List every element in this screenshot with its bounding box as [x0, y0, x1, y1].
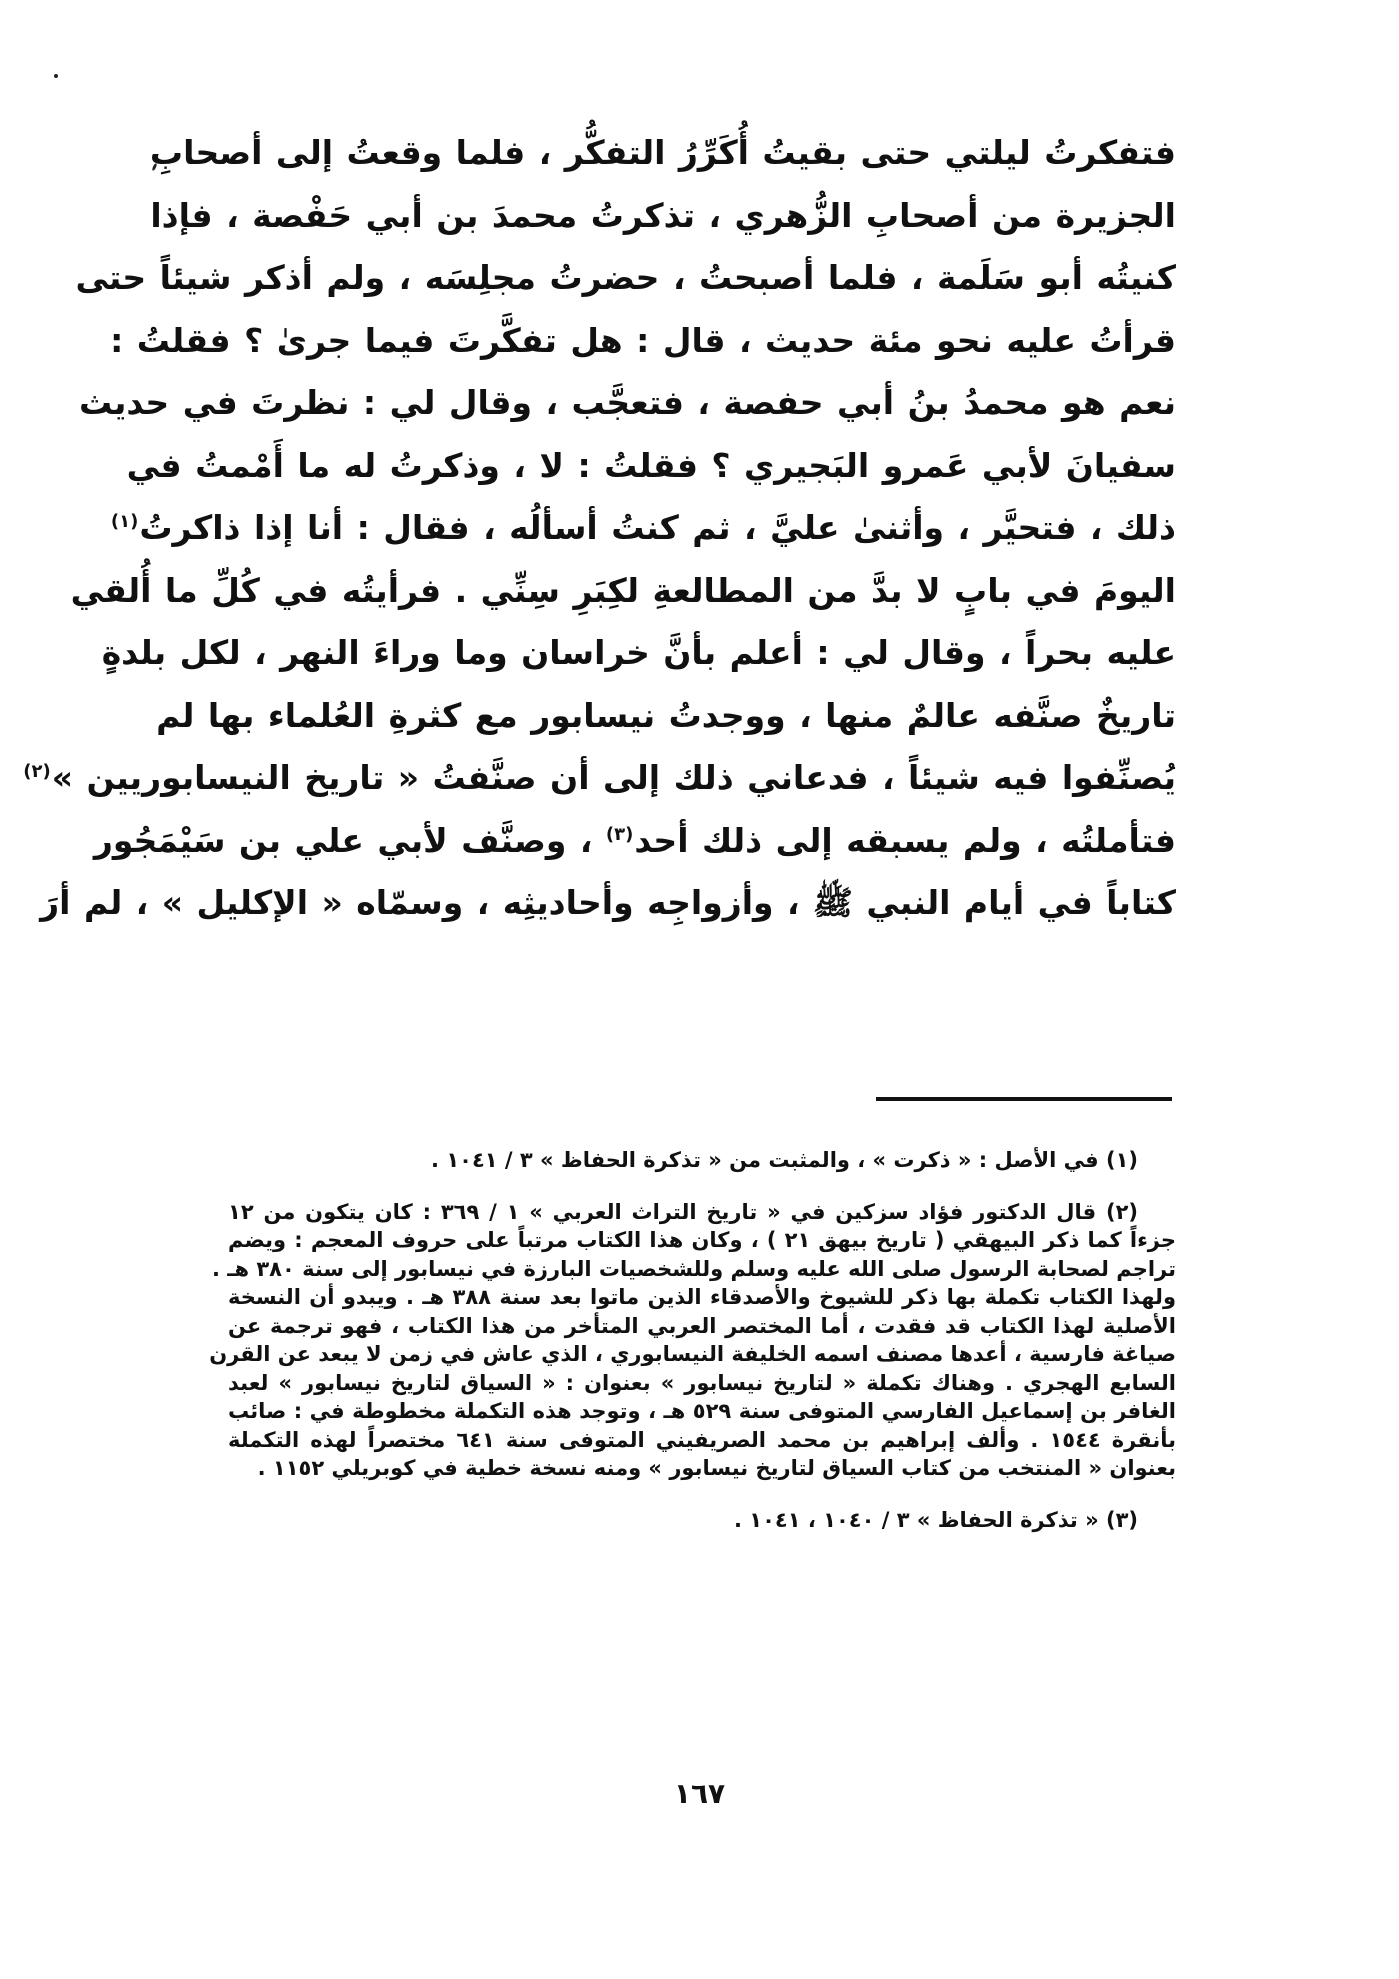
footnote-2 — [209, 1198, 1177, 1483]
footnote-line: بعنوان « المنتخب من كتاب السياق لتاريخ نيسابور » ومنه نسخة خطية في كوبريلي ١١٥٢ . — [257, 1456, 1176, 1480]
main-text-line: فتفكرتُ ليلتي حتى بقيتُ أُكَرِّرُ التفكُّر ، فلما وقعتُ إلى أصحابِ — [149, 133, 1176, 172]
main-text-segment: ، وصنَّف لأبي علي بن سَيْمَجُور — [93, 820, 606, 860]
main-text-line: تاريخٌ صنَّفه عالمٌ منها ، ووجدتُ نيسابور مع كثرةِ العُلماء بها لم — [156, 695, 1176, 735]
footnote-line: السابع الهجري . وهناك تكملة « لتاريخ نيسابور » بعنوان : « السياق لتاريخ نيسابور » لعبد — [228, 1370, 1176, 1395]
footnote-line: جزءاً كما ذكر البيهقي ( تاريخ بيهق ٢١ ) ، وكان هذا الكتاب مرتباً على حروف المعجم : ويضم — [228, 1228, 1177, 1252]
main-text-line — [93, 810, 1176, 873]
footnote-line: الأصلية لهذا الكتاب قد فقدت ، أما المختصر العربي المتأخر من هذا الكتاب ، فهو ترجمة عن — [228, 1313, 1176, 1338]
footnote-reference-3[interactable]: (٣) — [605, 823, 634, 845]
main-text-line — [23, 747, 1176, 810]
footnote-line: (٣) « تذكرة الحفاظ » ٣ / ١٠٤٠ ، ١٠٤١ . — [733, 1507, 1138, 1532]
page-number: ١٦٧ — [673, 1777, 726, 1810]
main-text-line: اليومَ في بابٍ لا بدَّ من المطالعةِ لكِبَرِ سِنِّي . فرأيتُه في كُلِّ ما أُلقي — [70, 570, 1176, 610]
footnote-line: الغافر بن إسماعيل الفارسي المتوفى سنة ٥٢٩ هـ ، وتوجد هذه التكملة مخطوطة في : صائب — [228, 1399, 1176, 1423]
main-text-line: الجزيرة من أصحابِ الزُّهري ، تذكرتُ محمدَ بن أبي حَفْصة ، فإذا — [150, 195, 1176, 235]
footnote-line: ولهذا الكتاب تكملة بها ذكر للشيوخ والأصدقاء الذين ماتوا بعد سنة ٣٨٨ هـ . ويبدو أن النسخة — [228, 1285, 1176, 1309]
main-text-line: عليه بحراً ، وقال لي : أعلم بأنَّ خراسان وما وراءَ النهر ، لكل بلدةٍ — [101, 633, 1176, 672]
main-text-line: قرأتُ عليه نحو مئة حديث ، قال : هل تفكَّرتَ فيما جرىٰ ؟ فقلتُ : — [110, 320, 1176, 360]
main-text-line: كتاباً في أيام النبي ﷺ ، وأزواجِه وأحاديثِه ، وسمّاه « الإكليل » ، لم أرَ — [40, 883, 1176, 922]
main-text-line: كنيتُه أبو سَلَمة ، فلما أصبحتُ ، حضرتُ مجلِسَه ، ولم أذكر شيئاً حتى — [75, 258, 1176, 297]
main-text-line — [110, 497, 1176, 560]
footnote-line: صياغة فارسية ، أعدها مصنف اسمه الخليفة النيسابوري ، الذي عاش في زمن لا يبعد عن القرن — [209, 1342, 1176, 1366]
main-text-line: نعم هو محمدُ بنُ أبي حفصة ، فتعجَّب ، وقال لي : نظرتَ في حديث — [79, 383, 1176, 422]
footnote-line: (٢) قال الدكتور فؤاد سزكين في « تاريخ التراث العربي » ١ / ٣٦٩ : كان يتكون من ١٢ — [228, 1199, 1138, 1224]
footnote-line: (١) في الأصل : « ذكرت » ، والمثبت من « تذكرة الحفاظ » ٣ / ١٠٤١ . — [431, 1148, 1138, 1172]
main-text-block — [23, 122, 1176, 935]
footnote-3 — [228, 1506, 1176, 1535]
footnote-line: بأنقرة ١٥٤٤ . وألف إبراهيم بن محمد الصريفيني المتوفى سنة ٦٤١ مختصراً لهذه التكملة — [228, 1427, 1176, 1452]
footnote-reference-1[interactable]: (١) — [110, 511, 139, 532]
main-text-segment: ذلك ، فتحيَّر ، وأثنىٰ عليَّ ، ثم كنتُ أسألُه ، فقال : أنا إذا ذاكرتُ — [139, 508, 1176, 547]
footnote-reference-2[interactable]: (٢) — [23, 761, 51, 782]
footnote-line: تراجم لصحابة الرسول صلى الله عليه وسلم وللشخصيات البارزة في نيسابور إلى سنة ٣٨٠ هـ . — [212, 1256, 1176, 1281]
scan-speck — [54, 74, 58, 78]
footnote-1 — [228, 1146, 1176, 1175]
main-text-segment: فتأملتُه ، ولم يسبقه إلى ذلك أحد — [634, 820, 1176, 860]
footnotes-block — [209, 1146, 1177, 1557]
main-text-line: سفيانَ لأبي عَمرو البَجيري ؟ فقلتُ : لا ، وذكرتُ له ما أَمْمتُ في — [126, 445, 1176, 485]
main-text-segment: يُصنِّفوا فيه شيئاً ، فدعاني ذلك إلى أن صنَّفتُ « تاريخ النيسابوريين » — [51, 758, 1176, 797]
footnote-separator-rule — [876, 1097, 1172, 1101]
